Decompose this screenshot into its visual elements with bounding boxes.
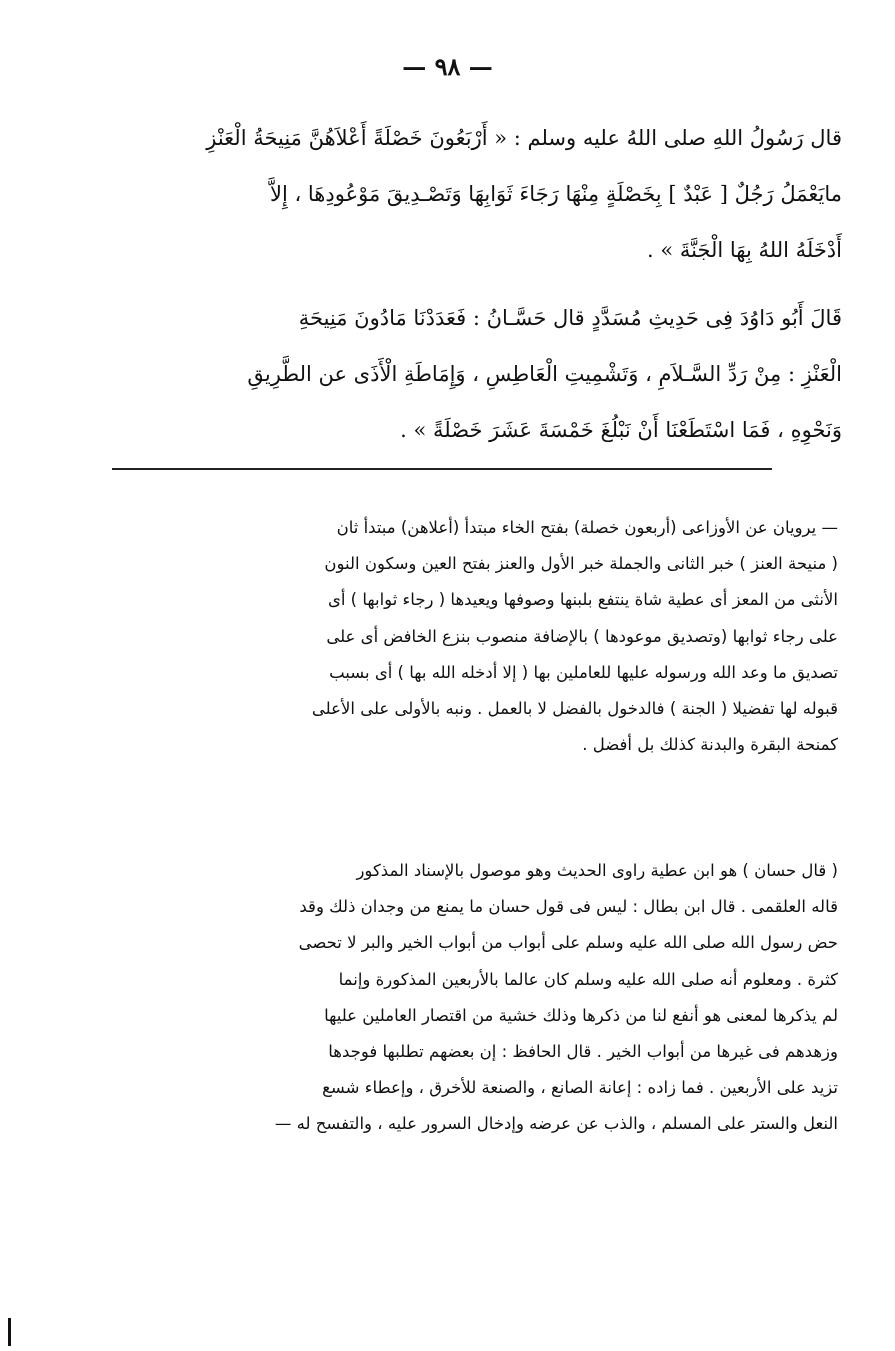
commentary-line: — يرويان عن الأوزاعى (أربعون خصلة) بفتح الخاء مبتدأ (أعلاهن) مبتدأ ثان <box>336 518 838 537</box>
commentary-line: كثرة . ومعلوم أنه صلى الله عليه وسلم كان عالما بالأربعين المذكورة وإنما <box>338 969 838 989</box>
commentary-line: على رجاء ثوابها (وتصديق موعودها ) بالإضافة منصوب بنزع الخافض أى على <box>326 626 838 646</box>
hadith-paragraph-1 <box>112 110 842 278</box>
commentary-line: وزهدهم فى غيرها من أبواب الخير . قال الحافظ : إن بعضهم تطلبها فوجدها <box>328 1041 838 1061</box>
commentary-line: قاله العلقمى . قال ابن بطال : ليس فى قول حسان ما يمنع من وجدان ذلك وقد <box>299 897 838 917</box>
commentary-line: النعل والستر على المسلم ، والذب عن عرضه وإدخال السرور عليه ، والتفسح له — <box>274 1114 838 1134</box>
commentary-line: تزيد على الأربعين . فما زاده : إعانة الصانع ، والصنعة للأخرق ، وإعطاء شسع <box>322 1078 838 1098</box>
hadith-line: قَالَ أَبُو دَاوُدَ فِى حَدِيثِ مُسَدَّدٍ قال حَسَّـانُ : فَعَدَدْنَا مَادُونَ مَنِيحَةِ <box>298 306 842 330</box>
commentary-line: لم يذكرها لمعنى هو أنفع لنا من ذكرها وذلك خشية من اقتصار العاملين عليها <box>324 1005 838 1025</box>
commentary-line: ( قال حسان ) هو ابن عطية راوى الحديث وهو موصول بالإسناد المذكور <box>356 861 838 880</box>
commentary-paragraph-1 <box>118 510 838 763</box>
hadith-line: أَدْخَلَهُ اللهُ بِهَا الْجَنَّةَ » . <box>646 238 842 262</box>
hadith-line: الْعَنْزِ : مِنْ رَدِّ السَّـلاَمِ ، وَتَشْمِيتِ الْعَاطِسِ ، وَإِمَاطَةِ الْأَذَى عن الطَّرِيقِ <box>247 362 842 386</box>
commentary-line: قبوله لها تفضيلا ( الجنة ) فالدخول بالفضل لا بالعمل . ونبه بالأولى على الأعلى <box>311 698 838 718</box>
hadith-line: وَنَحْوِهِ ، فَمَا اسْتَطَعْنَا أَنْ نَبْلُغَ خَمْسَةَ عَشَرَ خَصْلَةً » . <box>400 418 842 442</box>
hadith-line: قال رَسُولُ اللهِ صلى اللهُ عليه وسلم : « أَرْبَعُونَ خَصْلَةً أَعْلاَهُنَّ مَنِيحَةُ الْعَنْزِ <box>206 126 842 150</box>
commentary-paragraph-2 <box>118 853 838 1143</box>
commentary-line: كمنحة البقرة والبدنة كذلك بل أفضل . <box>582 735 838 755</box>
commentary-line: الأنثى من المعز أى عطية شاة ينتفع بلبنها وصوفها ويعيدها ( رجاء ثوابها ) أى <box>327 590 838 610</box>
commentary-line: حض رسول الله صلى الله عليه وسلم على أبواب من أبواب الخير والبر لا تحصى <box>298 933 838 953</box>
commentary-line: تصديق ما وعد الله ورسوله عليها للعاملين بها ( إلا أدخله الله بها ) أى بسبب <box>329 662 838 682</box>
hadith-line: مايَعْمَلُ رَجُلٌ [ عَبْدٌ ] بِخَصْلَةٍ مِنْهَا رَجَاءَ ثَوَابِهَا وَتَصْـدِيقَ مَوْعُودِهَا ، إِلاَّ <box>269 182 842 206</box>
margin-mark <box>8 1318 11 1346</box>
page-number: — ٩٨ — <box>402 52 493 81</box>
hadith-paragraph-2 <box>112 290 842 458</box>
separator-rule <box>112 468 772 470</box>
commentary-line: ( منيحة العنز ) خبر الثانى والجملة خبر الأول والعنز بفتح العين وسكون النون <box>324 554 838 574</box>
